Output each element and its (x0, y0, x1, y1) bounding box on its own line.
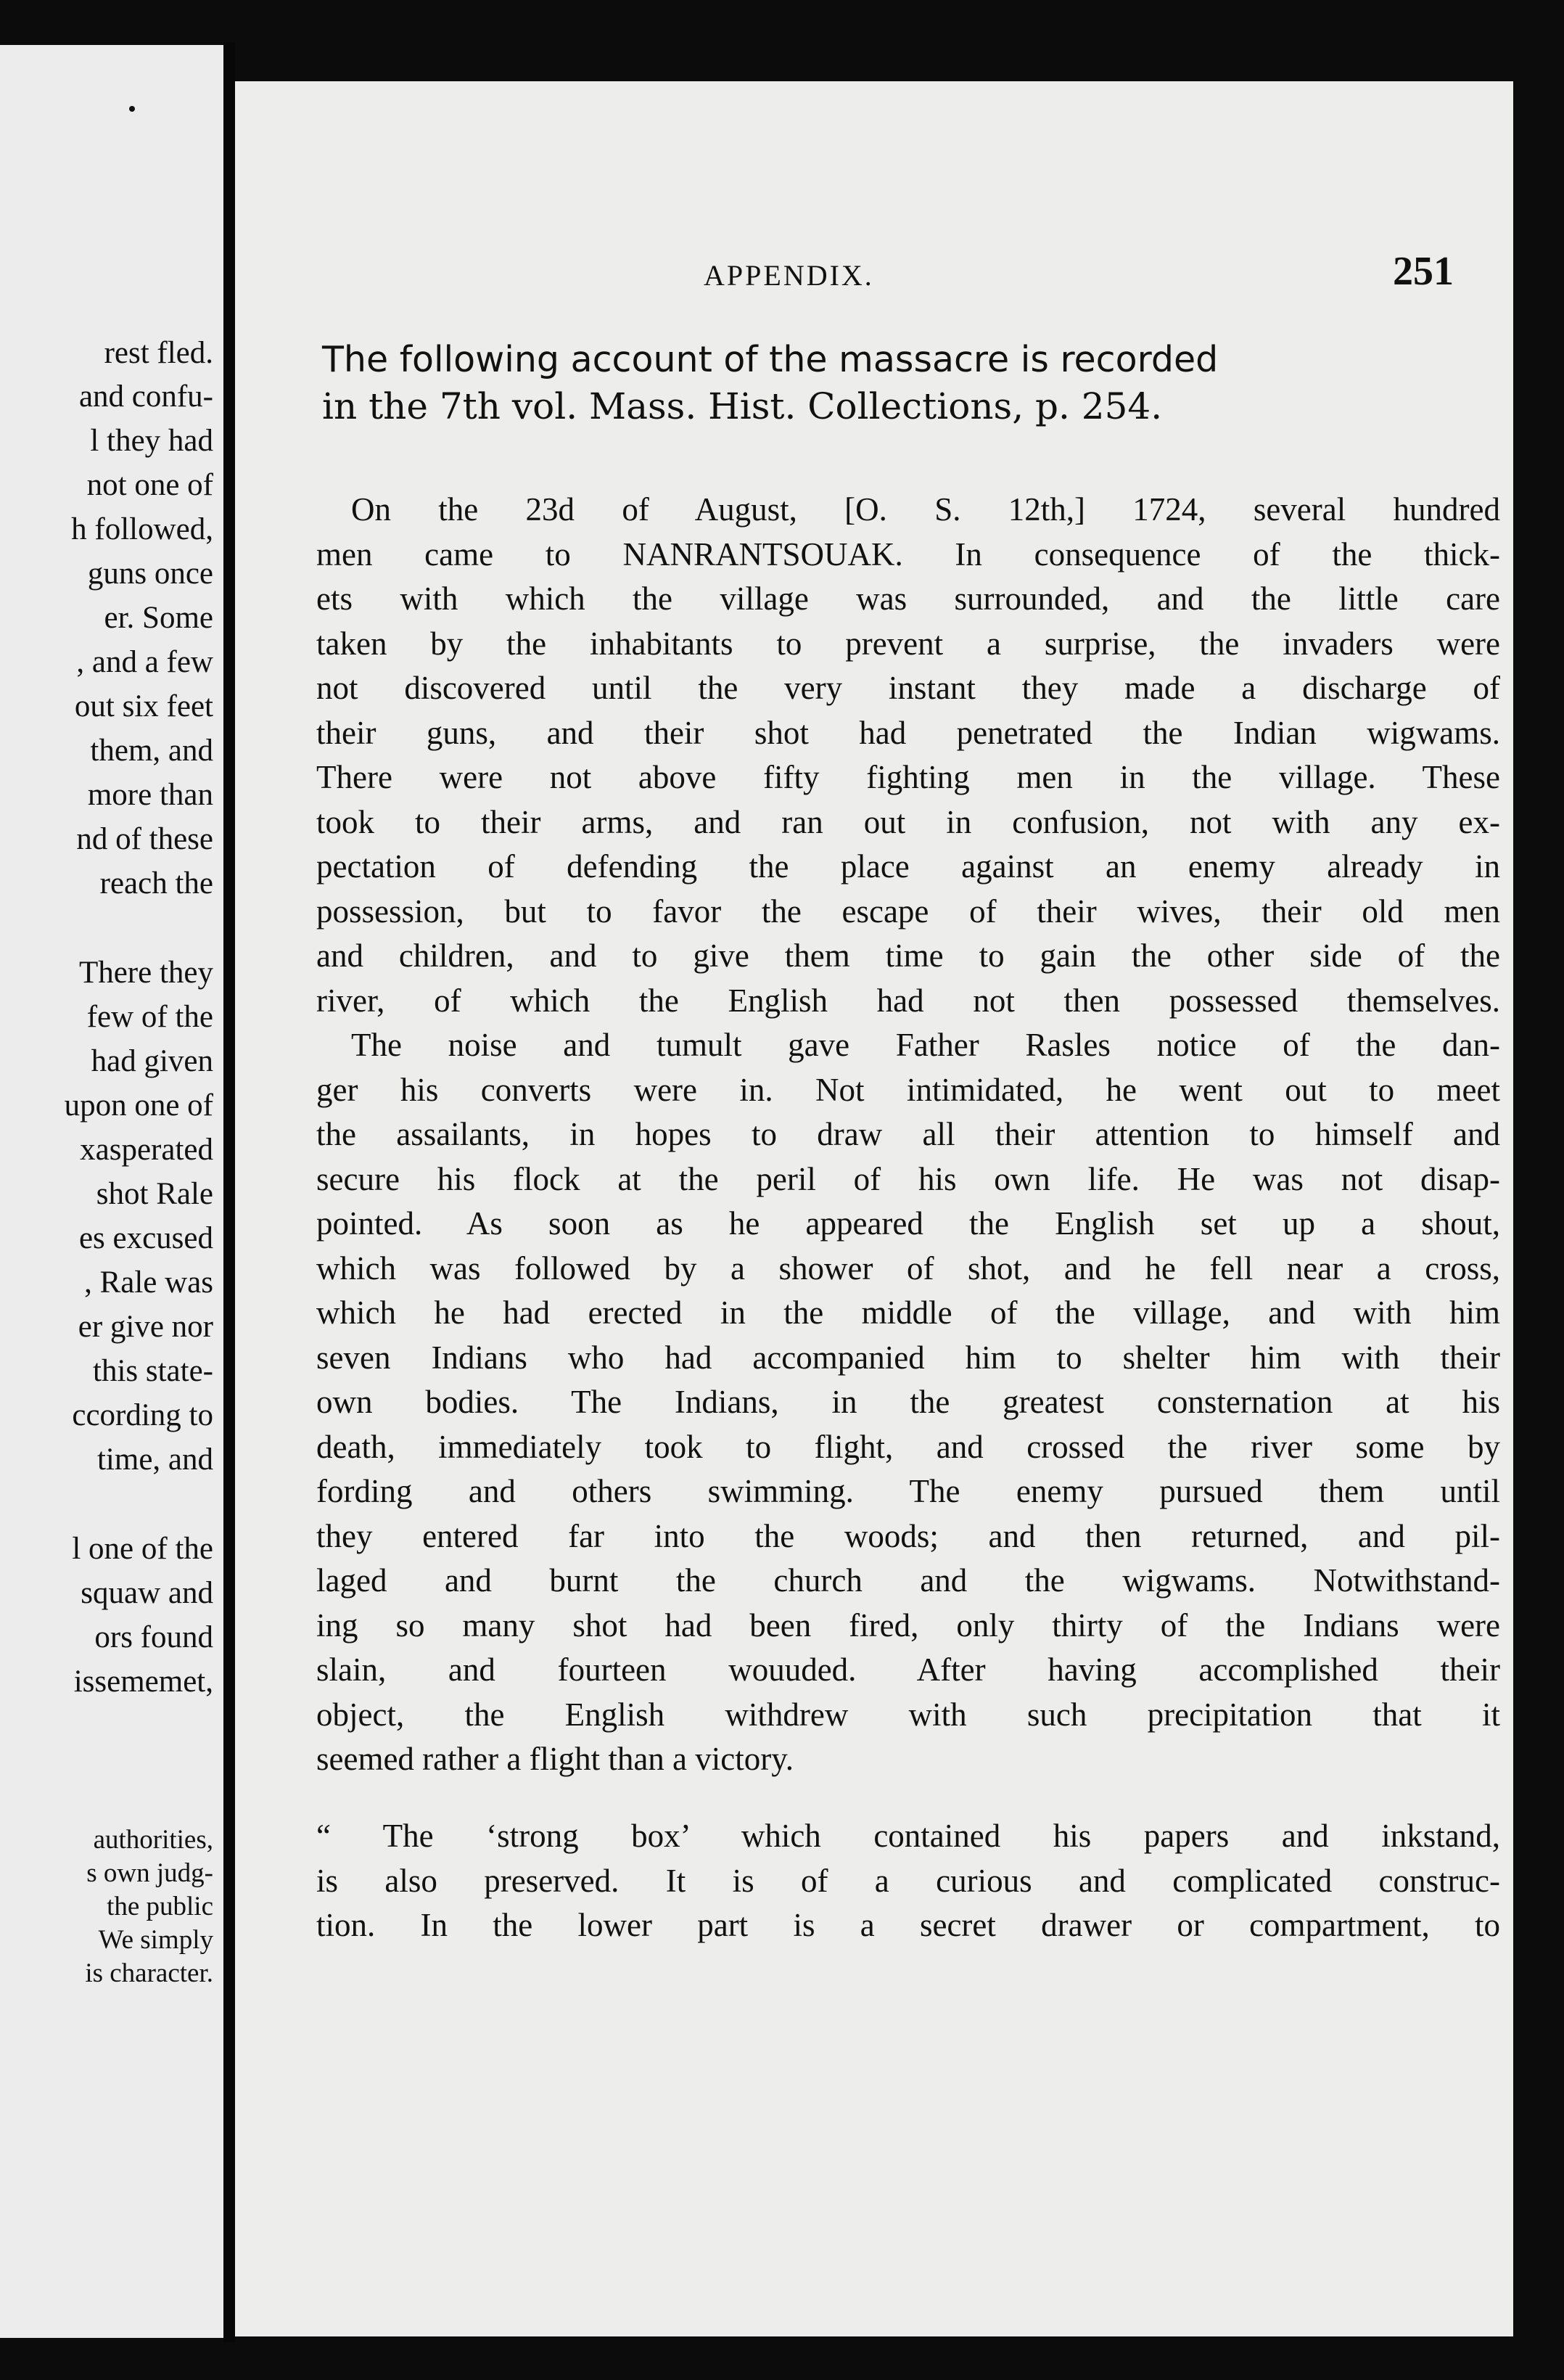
left-text-line: xasperated (80, 1133, 213, 1167)
text-line: On the 23d of August, [O. S. 12th,] 1724, several hundred (351, 491, 1500, 528)
text-line: tion. In the lower part is a secret drawer or compartment, to (316, 1907, 1500, 1943)
text-line: death, immediately took to flight, and crossed the river some by (316, 1428, 1500, 1465)
left-footnote-line: the public (107, 1892, 213, 1921)
text-line: took to their arms, and ran out in confusion, not with any ex- (316, 803, 1500, 840)
left-text-line: reach the (99, 866, 213, 900)
text-line: slain, and fourteen wouuded. After having accomplished their (316, 1651, 1500, 1688)
left-text-line: them, and (90, 734, 213, 768)
text-line: which was followed by a shower of shot, and he fell near a cross, (316, 1250, 1500, 1287)
text-line: fording and others swimming. The enemy pursued them until (316, 1473, 1500, 1509)
left-text-line: There they (78, 956, 213, 990)
text-line: laged and burnt the church and the wigwams. Notwithstand- (316, 1562, 1500, 1599)
left-text-line: not one of (86, 468, 213, 502)
left-text-line: issememet, (73, 1665, 213, 1699)
left-text-line: l they had (90, 424, 213, 458)
text-line: and children, and to give them time to gain the other side of the (316, 937, 1500, 974)
left-text-line: shot Rale (96, 1177, 213, 1211)
text-line: own bodies. The Indians, in the greatest consternation at his (316, 1384, 1500, 1420)
text-line: taken by the inhabitants to prevent a surprise, the invaders were (316, 625, 1500, 662)
text-line: The noise and tumult gave Father Rasles notice of the dan- (351, 1027, 1500, 1063)
heading-line: The following account of the massacre is recorded (322, 339, 1219, 380)
left-text-line: guns once (87, 557, 213, 591)
text-line: There were not above fifty fighting men in the village. These (316, 759, 1500, 795)
text-line: is also preserved. It is of a curious and complicated construc- (316, 1862, 1500, 1899)
text-line: seemed rather a flight than a victory. (316, 1741, 794, 1777)
left-text-line: few of the (86, 1000, 213, 1034)
text-line: pectation of defending the place against an enemy already in (316, 848, 1500, 885)
left-footnote-line: s own judg- (86, 1858, 213, 1888)
running-head: APPENDIX. (704, 259, 874, 292)
left-text-line: and confu- (78, 379, 213, 414)
left-text-line: this state- (93, 1354, 213, 1388)
heading-line: in the 7th vol. Mass. Hist. Collections, p. 254. (322, 385, 1163, 427)
left-text-line: , and a few (76, 645, 213, 679)
text-line: not discovered until the very instant they made a discharge of (316, 670, 1500, 706)
text-line: the assailants, in hopes to draw all their attention to himself and (316, 1116, 1500, 1152)
left-text-line: er. Some (104, 601, 213, 635)
left-page-fragment (0, 45, 223, 2338)
right-page (235, 81, 1513, 2336)
text-line: “ The ‘strong box’ which contained his papers and inkstand, (316, 1818, 1500, 1854)
text-line: river, of which the English had not then possessed themselves. (316, 982, 1500, 1019)
print-speck (129, 106, 135, 112)
text-line: ing so many shot had been fired, only thirty of the Indians were (316, 1606, 1500, 1644)
text-line: ger his converts were in. Not intimidated, he went out to meet (316, 1071, 1500, 1108)
paragraph-3 (316, 1814, 1500, 1948)
page-header (235, 248, 1513, 306)
left-footnote-line: We simply (98, 1925, 213, 1955)
text-line: object, the English withdrew with such precipitation that it (316, 1696, 1500, 1733)
left-text-line: had given (91, 1044, 213, 1078)
left-text-line: , Rale was (84, 1265, 213, 1300)
gutter-rule (223, 42, 235, 2342)
text-line: secure his flock at the peril of his own life. He was not disap- (316, 1160, 1500, 1197)
left-text-line: er give nor (78, 1310, 213, 1344)
left-text-line: l one of the (72, 1532, 213, 1566)
left-text-line: ors found (94, 1620, 213, 1654)
left-text-line: nd of these (76, 822, 213, 856)
page-number: 251 (1393, 249, 1454, 294)
left-footnote-line: authorities, (93, 1825, 213, 1855)
left-text-line: ccording to (72, 1398, 213, 1432)
text-line: they entered far into the woods; and then returned, and pil- (316, 1517, 1500, 1554)
left-footnote-line: is character. (85, 1958, 213, 1988)
left-text-line: es excused (78, 1221, 213, 1255)
text-line: seven Indians who had accompanied him to shelter him with their (316, 1339, 1500, 1376)
text-line: their guns, and their shot had penetrated the Indian wigwams. (316, 714, 1500, 751)
left-text-line: time, and (96, 1443, 213, 1477)
left-text-line: upon one of (64, 1088, 213, 1123)
left-text-line: rest fled. (104, 336, 213, 370)
text-line: possession, but to favor the escape of their wives, their old men (316, 892, 1500, 930)
left-text-line: out six feet (74, 689, 213, 723)
text-line: which he had erected in the middle of the village, and with him (316, 1294, 1500, 1331)
left-text-line: h followed, (71, 512, 213, 546)
left-text-line: more than (87, 778, 213, 812)
text-line: pointed. As soon as he appeared the English set up a shout, (316, 1205, 1500, 1242)
section-heading (322, 337, 1454, 430)
paragraph-2 (316, 1023, 1500, 1782)
paragraph-1 (316, 488, 1500, 1023)
left-text-line: squaw and (81, 1576, 213, 1610)
quote-text (316, 1814, 1500, 1948)
text-line: men came to NANRANTSOUAK. In consequence of the thick- (316, 536, 1500, 573)
text-line: ets with which the village was surrounded, and the little care (316, 580, 1500, 617)
body-text (316, 488, 1500, 1782)
